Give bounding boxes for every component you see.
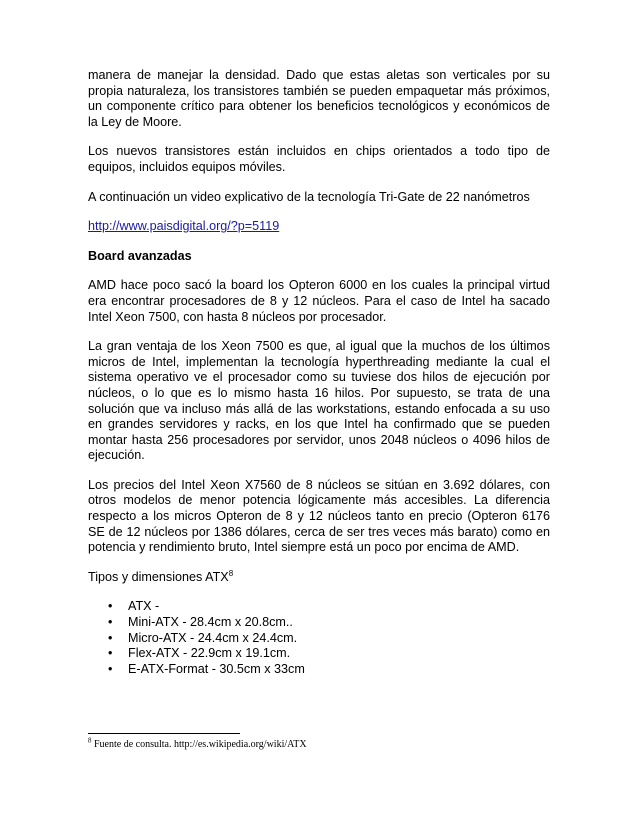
bullet-icon: • [108, 599, 113, 614]
list-item [108, 662, 550, 678]
bullet-icon: • [108, 661, 113, 676]
paragraph-xeon-advantage: La gran ventaja de los Xeon 7500 es que, al igual que la muchos de los últimos micros de Intel, implementan la tecnología hyperthreading mediante la cual el sistema operativo ve el procesador como su tuviese dos hilos de ejecución por núcleos, o lo que es lo mismo hasta 16 hilos. Por supuesto, se trata de una solución que va incluso más allá de las workstations, estando enfocada a su uso en grandes servidores y racks, en los que Intel ha confirmado que se pueden montar hasta 256 procesadores por servidor, unos 2048 núcleos o 4096 hilos de ejecución. [88, 339, 550, 463]
video-link-paragraph [88, 219, 550, 235]
list-item-text: Mini-ATX - 28.4cm x 20.8cm.. [128, 615, 293, 630]
paragraph-video-intro: A continuación un video explicativo de la tecnología Tri-Gate de 22 nanómetros [88, 189, 530, 204]
list-item [108, 599, 550, 615]
footnote-number: 8 [88, 736, 92, 745]
paragraph-amd-opteron: AMD hace poco sacó la board los Opteron 6000 en los cuales la principal virtud era encontrar procesadores de 8 y 12 núcleos. Para el caso de Intel ha sacado Intel Xeon 7500, con hasta 8 núcleos por procesador. [88, 278, 550, 324]
paragraph-density: manera de manejar la densidad. Dado que estas aletas son verticales por su propia naturaleza, los transistores también se pueden empaquetar más próximos, un componente crítico para obtener los beneficios tecnológicos y económicos de la Ley de Moore. [88, 68, 550, 129]
bullet-icon: • [108, 646, 113, 661]
paragraph-transistors: Los nuevos transistores están incluidos en chips orientados a todo tipo de equipos, incluidos equipos móviles. [88, 144, 550, 174]
footnote-text: Fuente de consulta. http://es.wikipedia.org/wiki/ATX [91, 739, 307, 750]
list-item-text: E-ATX-Format - 30.5cm x 33cm [128, 661, 305, 676]
paragraph-atx-types [88, 570, 550, 586]
footnote-divider [88, 733, 240, 734]
section-heading-board: Board avanzadas [88, 248, 192, 263]
list-item [108, 631, 550, 647]
bullet-icon: • [108, 630, 113, 645]
atx-list [88, 599, 550, 677]
list-item [108, 615, 550, 631]
bullet-icon: • [108, 615, 113, 630]
list-item [108, 646, 550, 662]
list-item-text: Micro-ATX - 24.4cm x 24.4cm. [128, 630, 298, 645]
list-item-text: ATX - [128, 599, 160, 614]
footnote [88, 736, 307, 751]
document-body [88, 68, 550, 677]
footnote-reference: 8 [228, 568, 234, 578]
list-item-text: Flex-ATX - 22.9cm x 19.1cm. [128, 646, 291, 661]
paragraph-prices: Los precios del Intel Xeon X7560 de 8 núcleos se sitúan en 3.692 dólares, con otros modelos de menor potencia lógicamente más accesibles. La diferencia respecto a los micros Opteron de 8 y 12 núcleos tanto en precio (Opteron 6176 SE de 12 núcleos por 1386 dólares, cerca de ser tres veces más barato) como en potencia y rendimiento bruto, Intel siempre está un poco por encima de AMD. [88, 477, 550, 555]
atx-types-label: Tipos y dimensiones ATX [88, 569, 229, 584]
video-link[interactable]: http://www.paisdigital.org/?p=5119 [88, 219, 280, 234]
